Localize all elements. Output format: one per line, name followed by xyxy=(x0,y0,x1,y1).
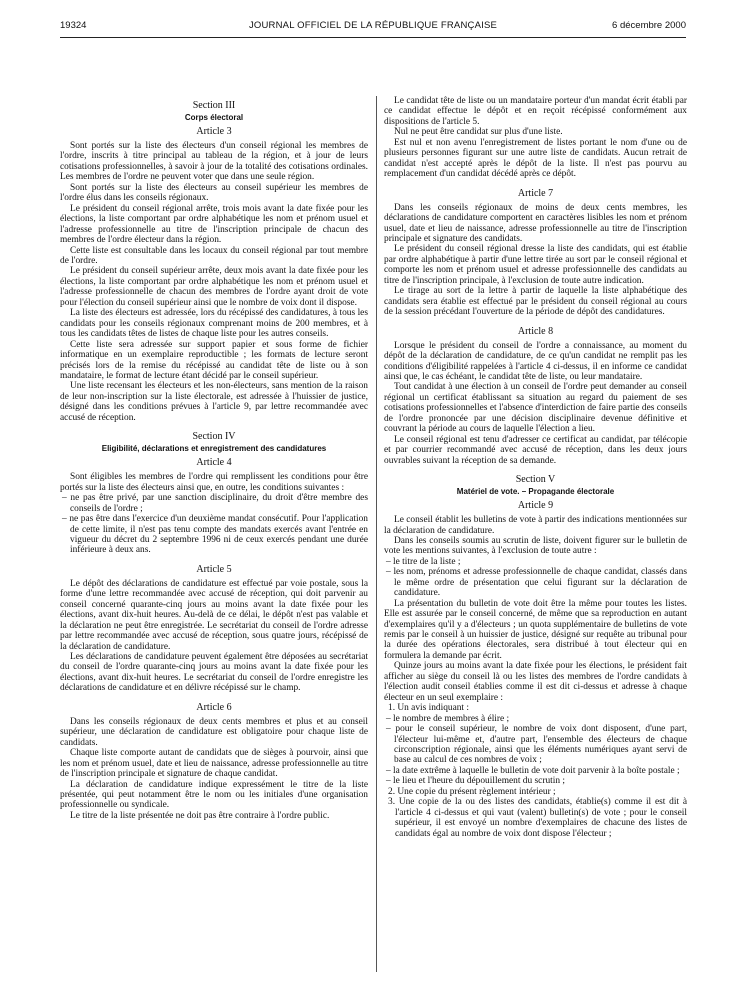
list-item: – ne pas être privé, par une sanction disciplinaire, du droit d'être membre des conseils de l'ordre ; xyxy=(62,493,368,514)
list-item: – pour le conseil supérieur, le nombre de voix dont disposent, d'une part, l'électeur lui-même et, d'autre part, l'ensemble des électeurs de chaque circonscription régionale, ainsi que les éléments numériques ayant servi de base au calcul de ces nombres de voix ; xyxy=(386,724,687,766)
column-divider xyxy=(376,96,377,972)
article-heading: Article 3 xyxy=(196,126,232,137)
page-number: 19324 xyxy=(60,20,87,31)
paragraph: Le conseil régional est tenu d'adresser ce certificat au candidat, par télécopie et par courrier recommandé avec accusé de réception, dans les deux jours ouvrables suivant la réception de sa demande. xyxy=(384,434,687,466)
list-item: – la date extrême à laquelle le bulletin de vote doit parvenir à la boîte postale ; xyxy=(386,765,680,776)
list-item: 3. Une copie de la ou des listes des candidats, établie(s) comme il est dit à l'article 4 ci-dessus et qui vaut (valent) bulletin(s) de vote ; pour le conseil supérieur, il est envoyé un nombre d'exemplaires de chacune des listes de candidats égal au nombre de voix dont dispose l'électeur ; xyxy=(388,797,687,839)
list-item: – le titre de la liste ; xyxy=(386,556,461,567)
paragraph: Tout candidat à une élection à un conseil de l'ordre peut demander au conseil régional un certificat établissant sa situation au regard du paiement de ses cotisations professionnelles et l'absence d'interdiction de faire partie des conseils de l'ordre prononcée par une décision disciplinaire devenue définitive et couvrant la période au cours de laquelle l'élection a lieu. xyxy=(384,382,687,435)
list-item: – le lieu et l'heure du dépouillement du scrutin ; xyxy=(386,776,565,787)
paragraph: Dans les conseils régionaux de moins de deux cents membres, les déclarations de candidature comportent en caractères lisibles les nom et prénom usuel, date et lieu de naissance, adresse professionnelle au titre de l'inscription principale et signature des candidats. xyxy=(384,202,687,244)
ballot-mentions-list xyxy=(384,557,687,599)
section-heading: Section V xyxy=(515,474,556,486)
article-heading: Article 9 xyxy=(517,500,554,512)
list-item: – le nombre de membres à élire ; xyxy=(386,713,510,724)
paragraph: La présentation du bulletin de vote doit être la même pour toutes les listes. Elle est assurée par le conseil concerné, de même que sa reproduction en autant d'exemplaires qu'il y a d'électeurs ; un quota supplémentaire de bulletins de vote remis par le conseil à un huissier de justice, désigné sur requête au tribunal pour la durée des opérations électorales, sera distribué à tout électeur qui en formulera la demande par écrit. xyxy=(384,598,687,661)
article-heading: Article 5 xyxy=(196,563,232,575)
article-heading: Article 8 xyxy=(517,325,554,337)
paragraph: Cette liste est consultable dans les locaux du conseil régional par tout membre de l'ordre. xyxy=(60,245,368,266)
paragraph: La déclaration de candidature indique expressément le titre de la liste présentée, qui peut notamment être le nom ou les initiales d'une organisation professionnelle ou syndicale. xyxy=(60,779,368,811)
publication-date: 6 décembre 2000 xyxy=(612,20,686,31)
list-item: – ne pas être dans l'exercice d'un deuxième mandat consécutif. Pour l'application de cette limite, il n'est pas tenu compte des mandats exercés avant l'entrée en vigueur du décret du 2 septembre 1996 ni de ceux exercés pendant une durée inférieure à deux ans. xyxy=(62,514,368,556)
section-subtitle: Matériel de vote. – Propagande électorale xyxy=(456,487,615,497)
paragraph: Dans les conseils soumis au scrutin de liste, doivent figurer sur le bulletin de vote les mentions suivantes, à l'exclusion de toute autre : xyxy=(384,535,687,557)
journal-title: JOURNAL OFFICIEL DE LA RÉPUBLIQUE FRANÇAISE xyxy=(248,20,498,31)
section-heading: Section III xyxy=(192,100,236,111)
paragraph: Dans les conseils régionaux de deux cents membres et plus et au conseil supérieur, une déclaration de candidature est obligatoire pour chaque liste de candidats. xyxy=(60,716,368,748)
paragraph: Est nul et non avenu l'enregistrement de listes portant le nom d'une ou de plusieurs personnes figurant sur une autre liste de candidats. Aucun retrait de candidat n'est accepté après le dépôt de la liste. Il n'est pas pourvu au remplacement d'un candidat décédé après ce dépôt. xyxy=(384,137,687,180)
section-subtitle: Eligibilité, déclarations et enregistrement des candidatures xyxy=(101,444,327,454)
paragraph: Le dépôt des déclarations de candidature est effectué par voie postale, sous la forme d'une lettre recommandée avec accusé de réception, qui doit parvenir au conseil concerné quarante-cinq jours au moins avant la date fixée pour les élections, avant dix-huit heures. Au-delà de ce délai, le dépôt n'est pas valable et la déclaration ne peut être enregistrée. Le secrétariat du conseil de l'ordre adresse par lettre recommandée avec accusé de réception, sous quatre jours, récépissé de la déclaration de candidature. xyxy=(60,578,368,652)
left-column xyxy=(60,96,368,974)
paragraph: Le président du conseil supérieur arrête, deux mois avant la date fixée pour les élections, la liste comportant par ordre alphabétique les nom et prénom usuel et l'adresse professionnelle de chacun des membres de l'ordre ayant droit de vote pour l'élection du conseil supérieur ainsi que le nombre de voix dont il dispose. xyxy=(60,266,368,308)
paragraph: Lorsque le président du conseil de l'ordre a connaissance, au moment du dépôt de la déclaration de candidature, de ce qu'un candidat ne remplit pas les conditions d'éligibilité rappelées à l'article 4 ci-dessus, il en informe ce candidat ainsi que, le cas échéant, le candidat tête de liste, ou leur mandataire. xyxy=(384,340,687,382)
list-item: 1. Un avis indiquant : xyxy=(388,703,469,714)
paragraph: Quinze jours au moins avant la date fixée pour les élections, le président fait afficher au siège du conseil là ou les listes des membres de l'ordre candidats à l'élection audit conseil établies comme il est dit ci-dessus et adresse à chaque électeur en un seul exemplaire : xyxy=(384,661,687,703)
paragraph: Chaque liste comporte autant de candidats que de sièges à pourvoir, ainsi que les nom et prénom usuel, date et lieu de naissance, adresse professionnelle au titre de l'inscription principale et signature de chaque candidat. xyxy=(60,748,368,780)
paragraph: Sont portés sur la liste des électeurs d'un conseil régional les membres de l'ordre, inscrits à titre principal au tableau de la région, et à jour de leurs cotisations professionnelles, à savoir à jour de la totalité des cotisations ordinales. Les membres de l'ordre ne peuvent voter que dans une seule région. xyxy=(60,141,368,183)
header-rule xyxy=(60,37,686,38)
section-heading: Section IV xyxy=(192,431,236,443)
list-item: – les nom, prénoms et adresse professionnelle de chaque candidat, classés dans le même ordre de présentation que celui figurant sur la déclaration de candidature. xyxy=(386,567,687,599)
paragraph: Les déclarations de candidature peuvent également être déposées au secrétariat du conseil de l'ordre quarante-cinq jours au moins avant la date fixée pour les élections, avant dix-huit heures. Le secrétariat du conseil de l'ordre enregistre les déclarations de candidature et en délivre récépissé sur le champ. xyxy=(60,652,368,694)
paragraph: Le tirage au sort de la lettre à partir de laquelle la liste alphabétique des candidats sera établie est effectué par le président du conseil régional au cours de la session précédant l'ouverture de la période de dépôt des candidatures. xyxy=(384,286,687,318)
paragraph: Le titre de la liste présentée ne doit pas être contraire à l'ordre public. xyxy=(70,810,330,821)
mailing-contents-list xyxy=(384,703,687,839)
right-column xyxy=(384,96,687,974)
paragraph: Une liste recensant les électeurs et les non-électeurs, sans mention de la raison de leur non-inscription sur la liste électorale, est adressée à l'huissier de justice, désigné dans les conditions prévues à l'article 9, par lettre recommandée avec accusé de réception. xyxy=(60,381,368,423)
list-item: 2. Une copie du présent règlement intérieur ; xyxy=(388,786,556,797)
paragraph: Le président du conseil régional arrête, trois mois avant la date fixée pour les élections, la liste comportant par ordre alphabétique les nom et prénom usuel et l'adresse professionnelle au titre de l'inscription principale de chacun des membres de l'ordre électeur dans la région. xyxy=(60,203,368,246)
article-heading: Article 6 xyxy=(196,701,232,713)
article-heading: Article 7 xyxy=(517,187,554,199)
paragraph: Le candidat tête de liste ou un mandataire porteur d'un mandat écrit établi par ce candidat effectue le dépôt et en reçoit récépissé conformément aux dispositions de l'article 5. xyxy=(384,96,687,127)
paragraph: Le conseil établit les bulletins de vote à partir des indications mentionnées sur la déclaration de candidature. xyxy=(384,515,687,536)
paragraph: Nul ne peut être candidat sur plus d'une liste. xyxy=(394,127,563,138)
paragraph: La liste des électeurs est adressée, lors du récépissé des candidatures, à tous les candidats pour les conseils régionaux comprenant moins de 200 membres, et à tous les candidats têtes de listes de chaque liste pour les autres conseils. xyxy=(60,308,368,340)
paragraph: Cette liste sera adressée sur support papier et sous forme de fichier informatique en un exemplaire reproductible ; les formats de lecture seront précisés lors de la remise du récépissé au candidat tête de liste ou à son mandataire, le format de lecture étant décidé par le conseil supérieur. xyxy=(60,339,368,381)
page-header xyxy=(60,20,686,34)
paragraph: Sont portés sur la liste des électeurs au conseil supérieur les membres de l'ordre élus dans les conseils régionaux. xyxy=(60,182,368,204)
paragraph: Le président du conseil régional dresse la liste des candidats, qui est établie par ordre alphabétique à partir d'une lettre tirée au sort par le conseil régional et comporte les nom et prénom usuel et adresse professionnelle des candidats au titre de l'inscription principale, à l'exclusion de toute autre indication. xyxy=(384,244,687,286)
article-heading: Article 4 xyxy=(196,457,232,469)
section-subtitle: Corps électoral xyxy=(184,113,244,122)
conditions-list xyxy=(60,493,368,556)
paragraph: Sont éligibles les membres de l'ordre qui remplissent les conditions pour être portés sur la liste des électeurs ainsi que, en outre, les conditions suivantes : xyxy=(60,472,368,493)
